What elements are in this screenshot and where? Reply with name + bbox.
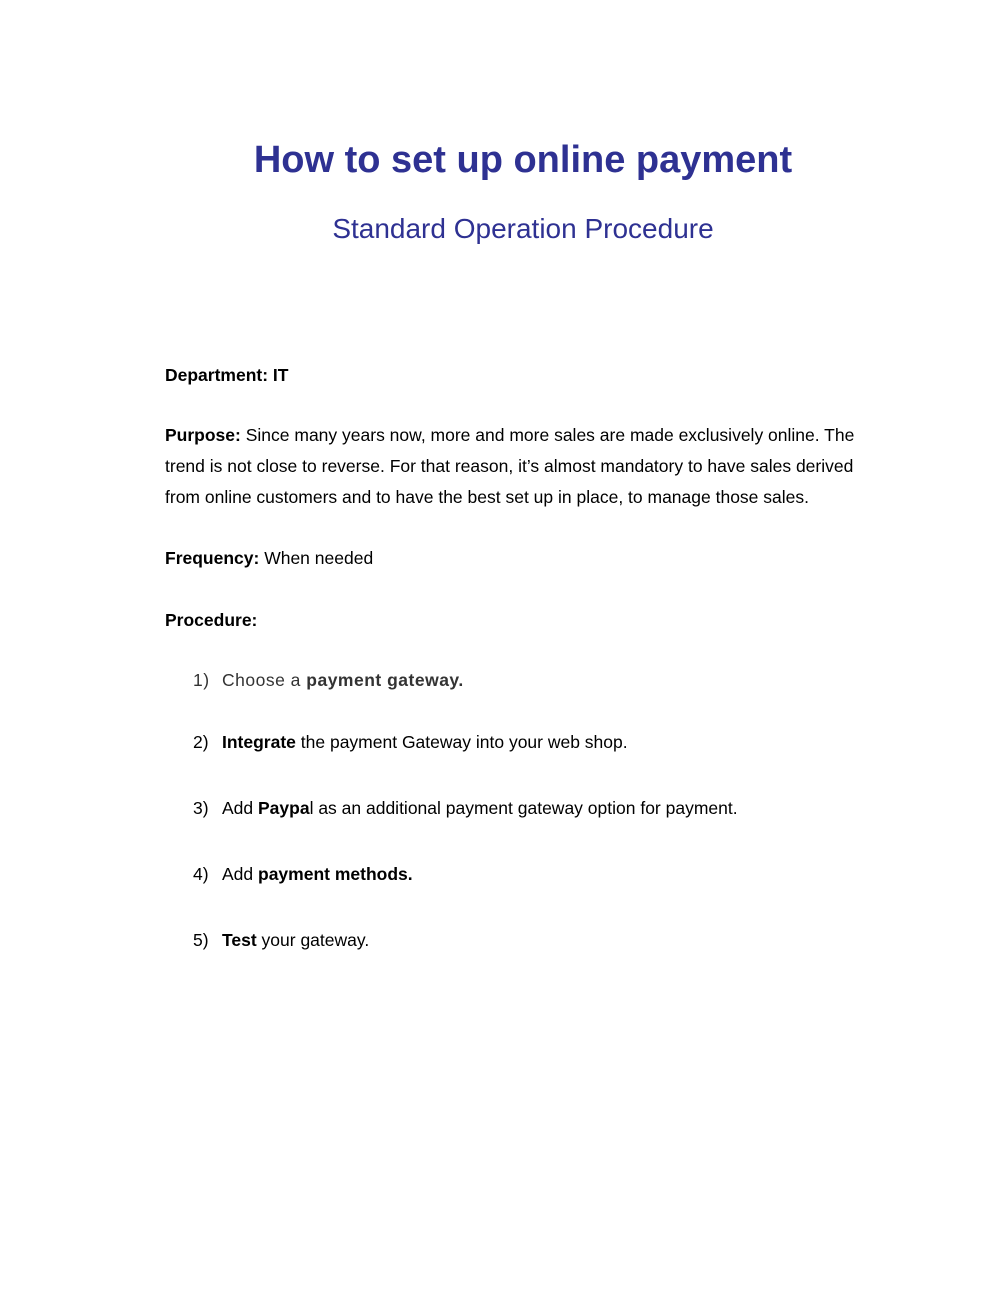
step-bold-text: payment gateway. bbox=[306, 670, 464, 690]
step-number: 1) bbox=[193, 670, 210, 690]
procedure-step bbox=[193, 925, 893, 956]
step-bold-text: Paypa bbox=[258, 798, 310, 818]
document-title: How to set up online payment bbox=[253, 139, 793, 181]
document-subtitle: Standard Operation Procedure bbox=[332, 213, 714, 244]
step-text: Add bbox=[222, 798, 258, 818]
subtitle-container bbox=[0, 210, 1000, 248]
procedure-step bbox=[193, 665, 893, 696]
purpose-field bbox=[165, 420, 890, 513]
step-number: 5) bbox=[193, 930, 209, 950]
step-bold-text: Test bbox=[222, 930, 257, 950]
frequency-label: Frequency: bbox=[165, 548, 260, 568]
procedure-step bbox=[193, 727, 893, 758]
step-text: your gateway. bbox=[256, 930, 370, 950]
procedure-step bbox=[193, 859, 893, 890]
frequency-field bbox=[165, 543, 890, 574]
step-text: l as an additional payment gateway option for payment. bbox=[309, 798, 738, 818]
procedure-field bbox=[165, 605, 890, 636]
procedure-label: Procedure: bbox=[165, 610, 258, 630]
step-bold-text: payment methods. bbox=[258, 864, 413, 884]
purpose-label: Purpose: bbox=[165, 425, 241, 445]
procedure-step bbox=[193, 793, 893, 824]
title-container bbox=[0, 136, 1000, 184]
step-number: 2) bbox=[193, 732, 209, 752]
step-number: 4) bbox=[193, 864, 209, 884]
purpose-text: Since many years now, more and more sales are made exclusively online. The trend is not close to reverse. For that reason, it’s almost mandatory to have sales derived from online customers and to have the best set up in place, to manage those sales. bbox=[165, 425, 855, 507]
step-bold-text: Integrate bbox=[222, 732, 296, 752]
step-number: 3) bbox=[193, 798, 209, 818]
step-text: Add bbox=[222, 864, 258, 884]
step-text: the payment Gateway into your web shop. bbox=[295, 732, 628, 752]
department-label: Department: IT bbox=[165, 365, 289, 385]
frequency-text: When needed bbox=[264, 548, 374, 568]
step-text: Choose a bbox=[222, 670, 307, 690]
department-field bbox=[165, 360, 890, 391]
